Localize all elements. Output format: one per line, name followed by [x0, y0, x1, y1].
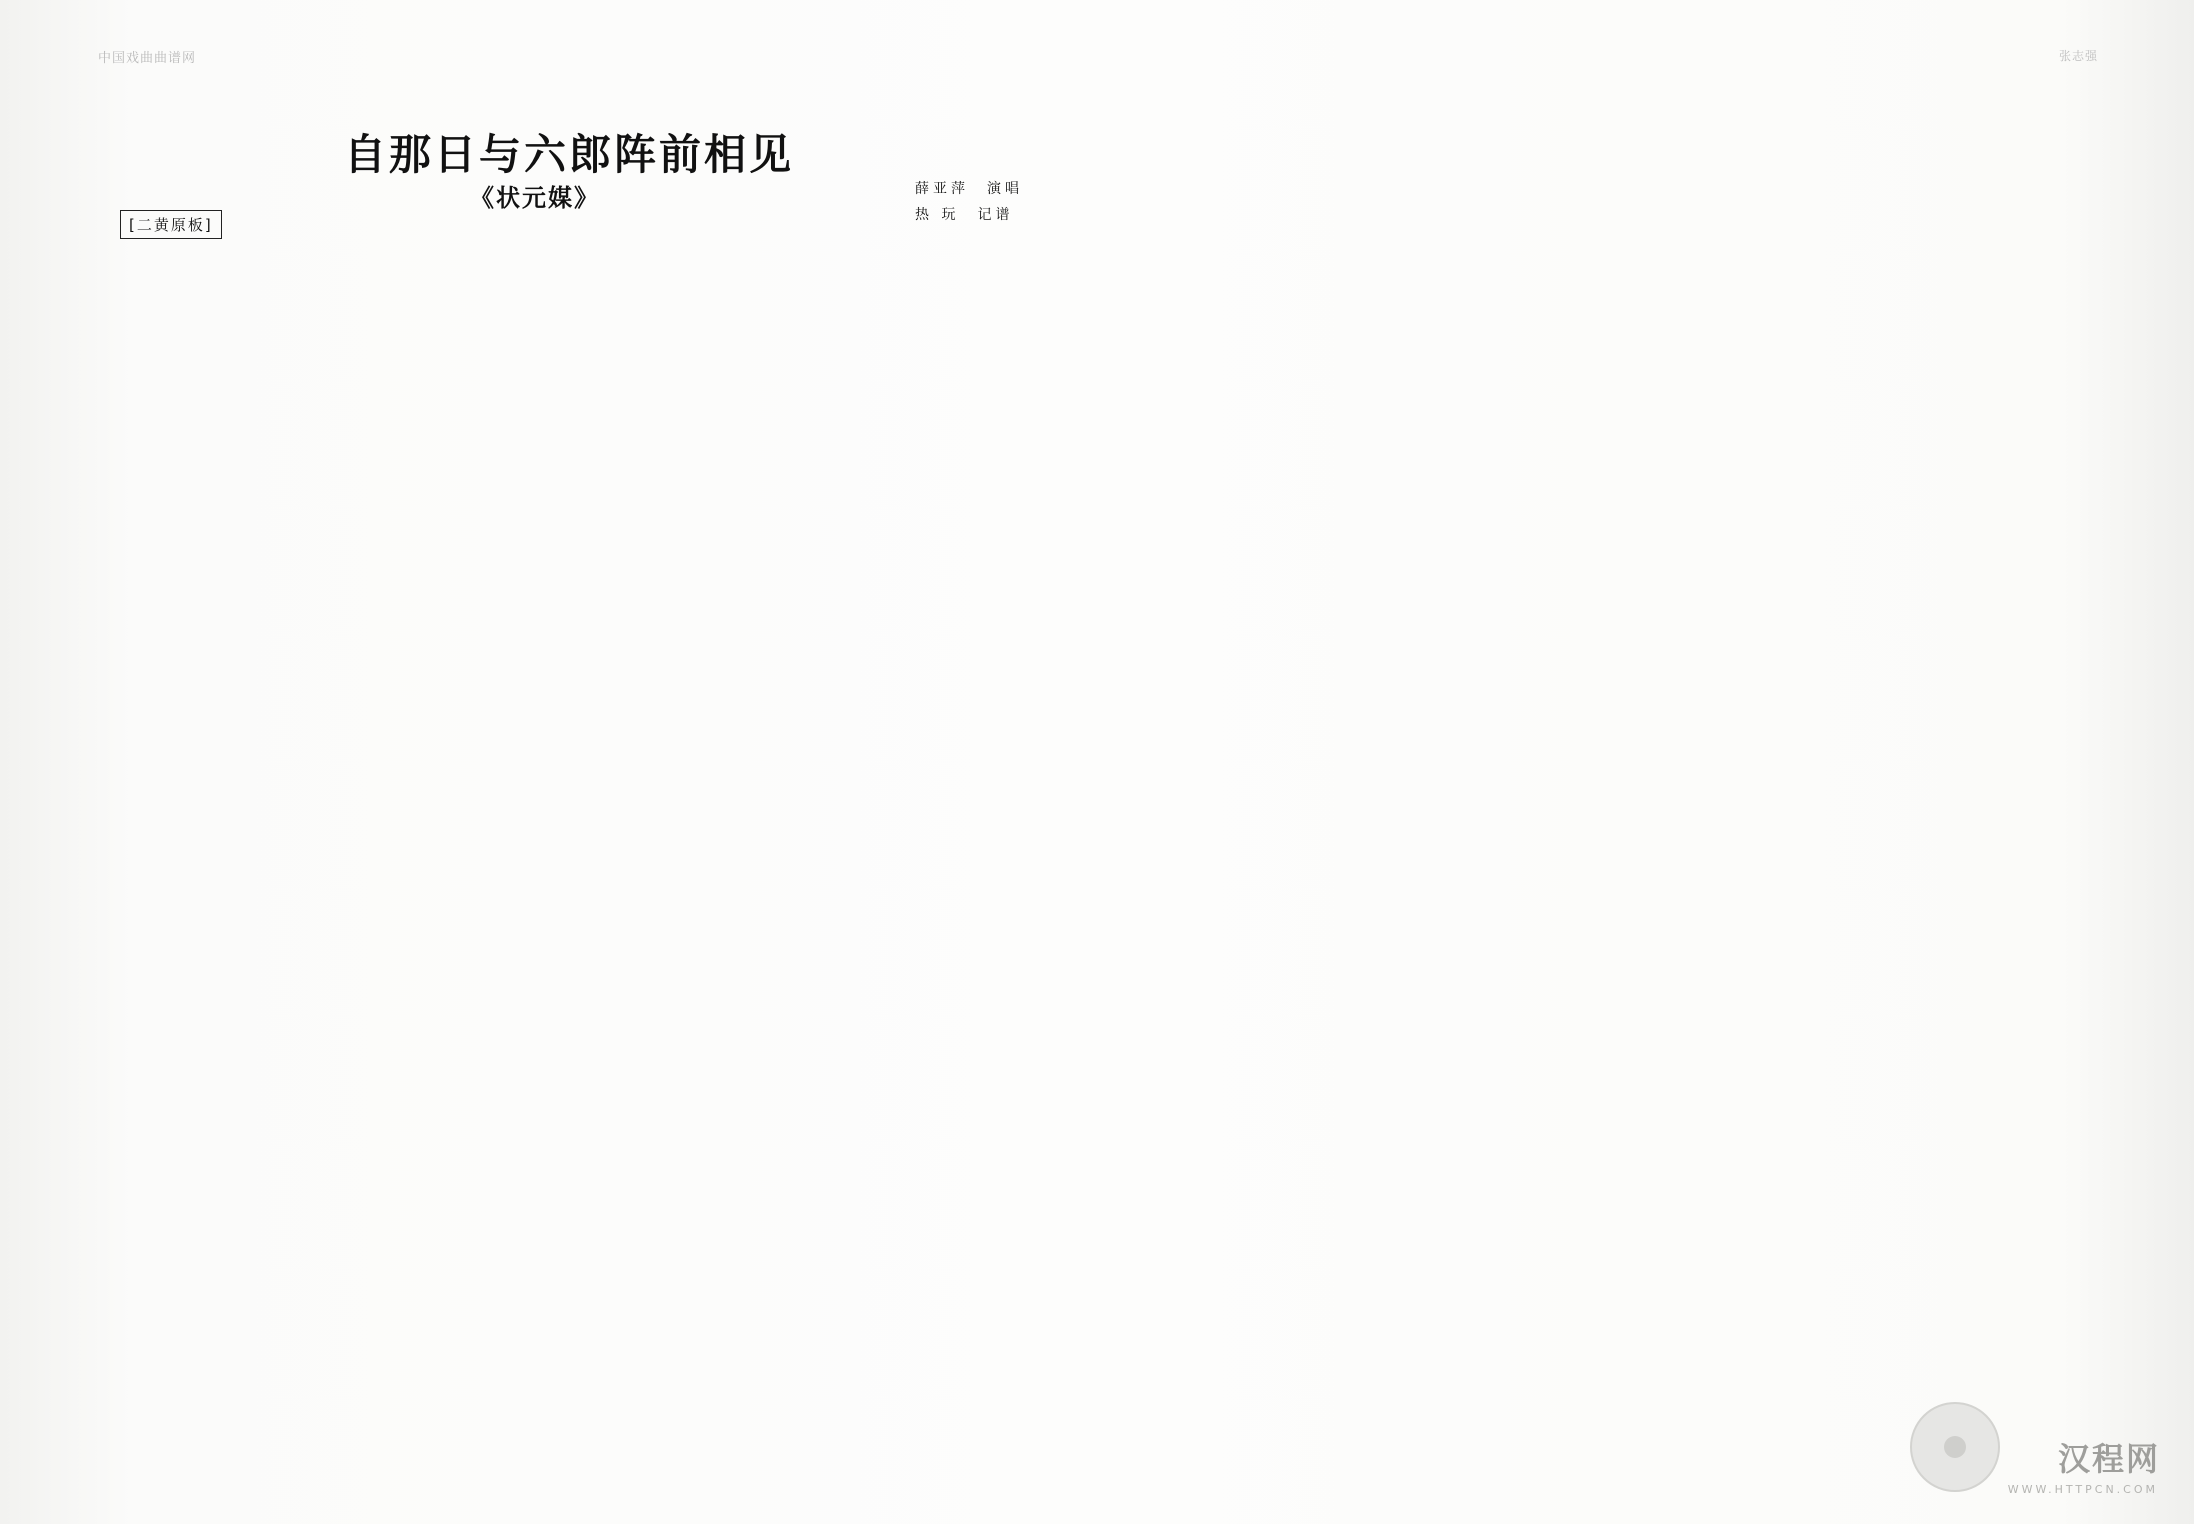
music-line [0, 476, 1100, 562]
performer-role: 演唱 [987, 181, 1023, 197]
music-line [1100, 240, 2194, 326]
disc-icon [1910, 1402, 2000, 1492]
watermark-right: 张志强 [2058, 49, 2098, 63]
mode-label: [二黄原板] [120, 210, 222, 239]
page-title: 自那日与六郎阵前相见 [344, 130, 795, 179]
music-line [1100, 1066, 2194, 1152]
logo-subtext: WWW.HTTPCN.COM [2007, 1483, 2158, 1496]
music-line [1100, 1302, 2194, 1388]
music-line [0, 948, 1100, 1034]
music-line [1100, 358, 2194, 444]
music-line [0, 1184, 1100, 1270]
music-line [1100, 594, 2194, 680]
music-line [0, 1066, 1100, 1152]
site-logo [1910, 1406, 2160, 1502]
opera-subtitle: 《状元媒》 [470, 183, 600, 212]
watermark-left: 中国戏曲曲谱网 [98, 51, 197, 66]
music-line [1100, 830, 2194, 916]
music-line [1100, 712, 2194, 798]
music-line [1100, 948, 2194, 1034]
music-line [0, 830, 1100, 916]
logo-text: 汉程网 [2057, 1440, 2160, 1478]
music-line [1100, 476, 2194, 562]
music-line [0, 594, 1100, 680]
music-line [0, 712, 1100, 798]
notator-role: 记谱 [977, 207, 1014, 223]
music-line [0, 358, 1100, 444]
music-line [0, 240, 1100, 326]
credits [915, 176, 1023, 228]
performer-name: 薛亚萍 [915, 181, 969, 197]
music-line [1100, 1184, 2194, 1270]
music-line [0, 1302, 1100, 1388]
notator-name: 热 玩 [915, 207, 960, 223]
